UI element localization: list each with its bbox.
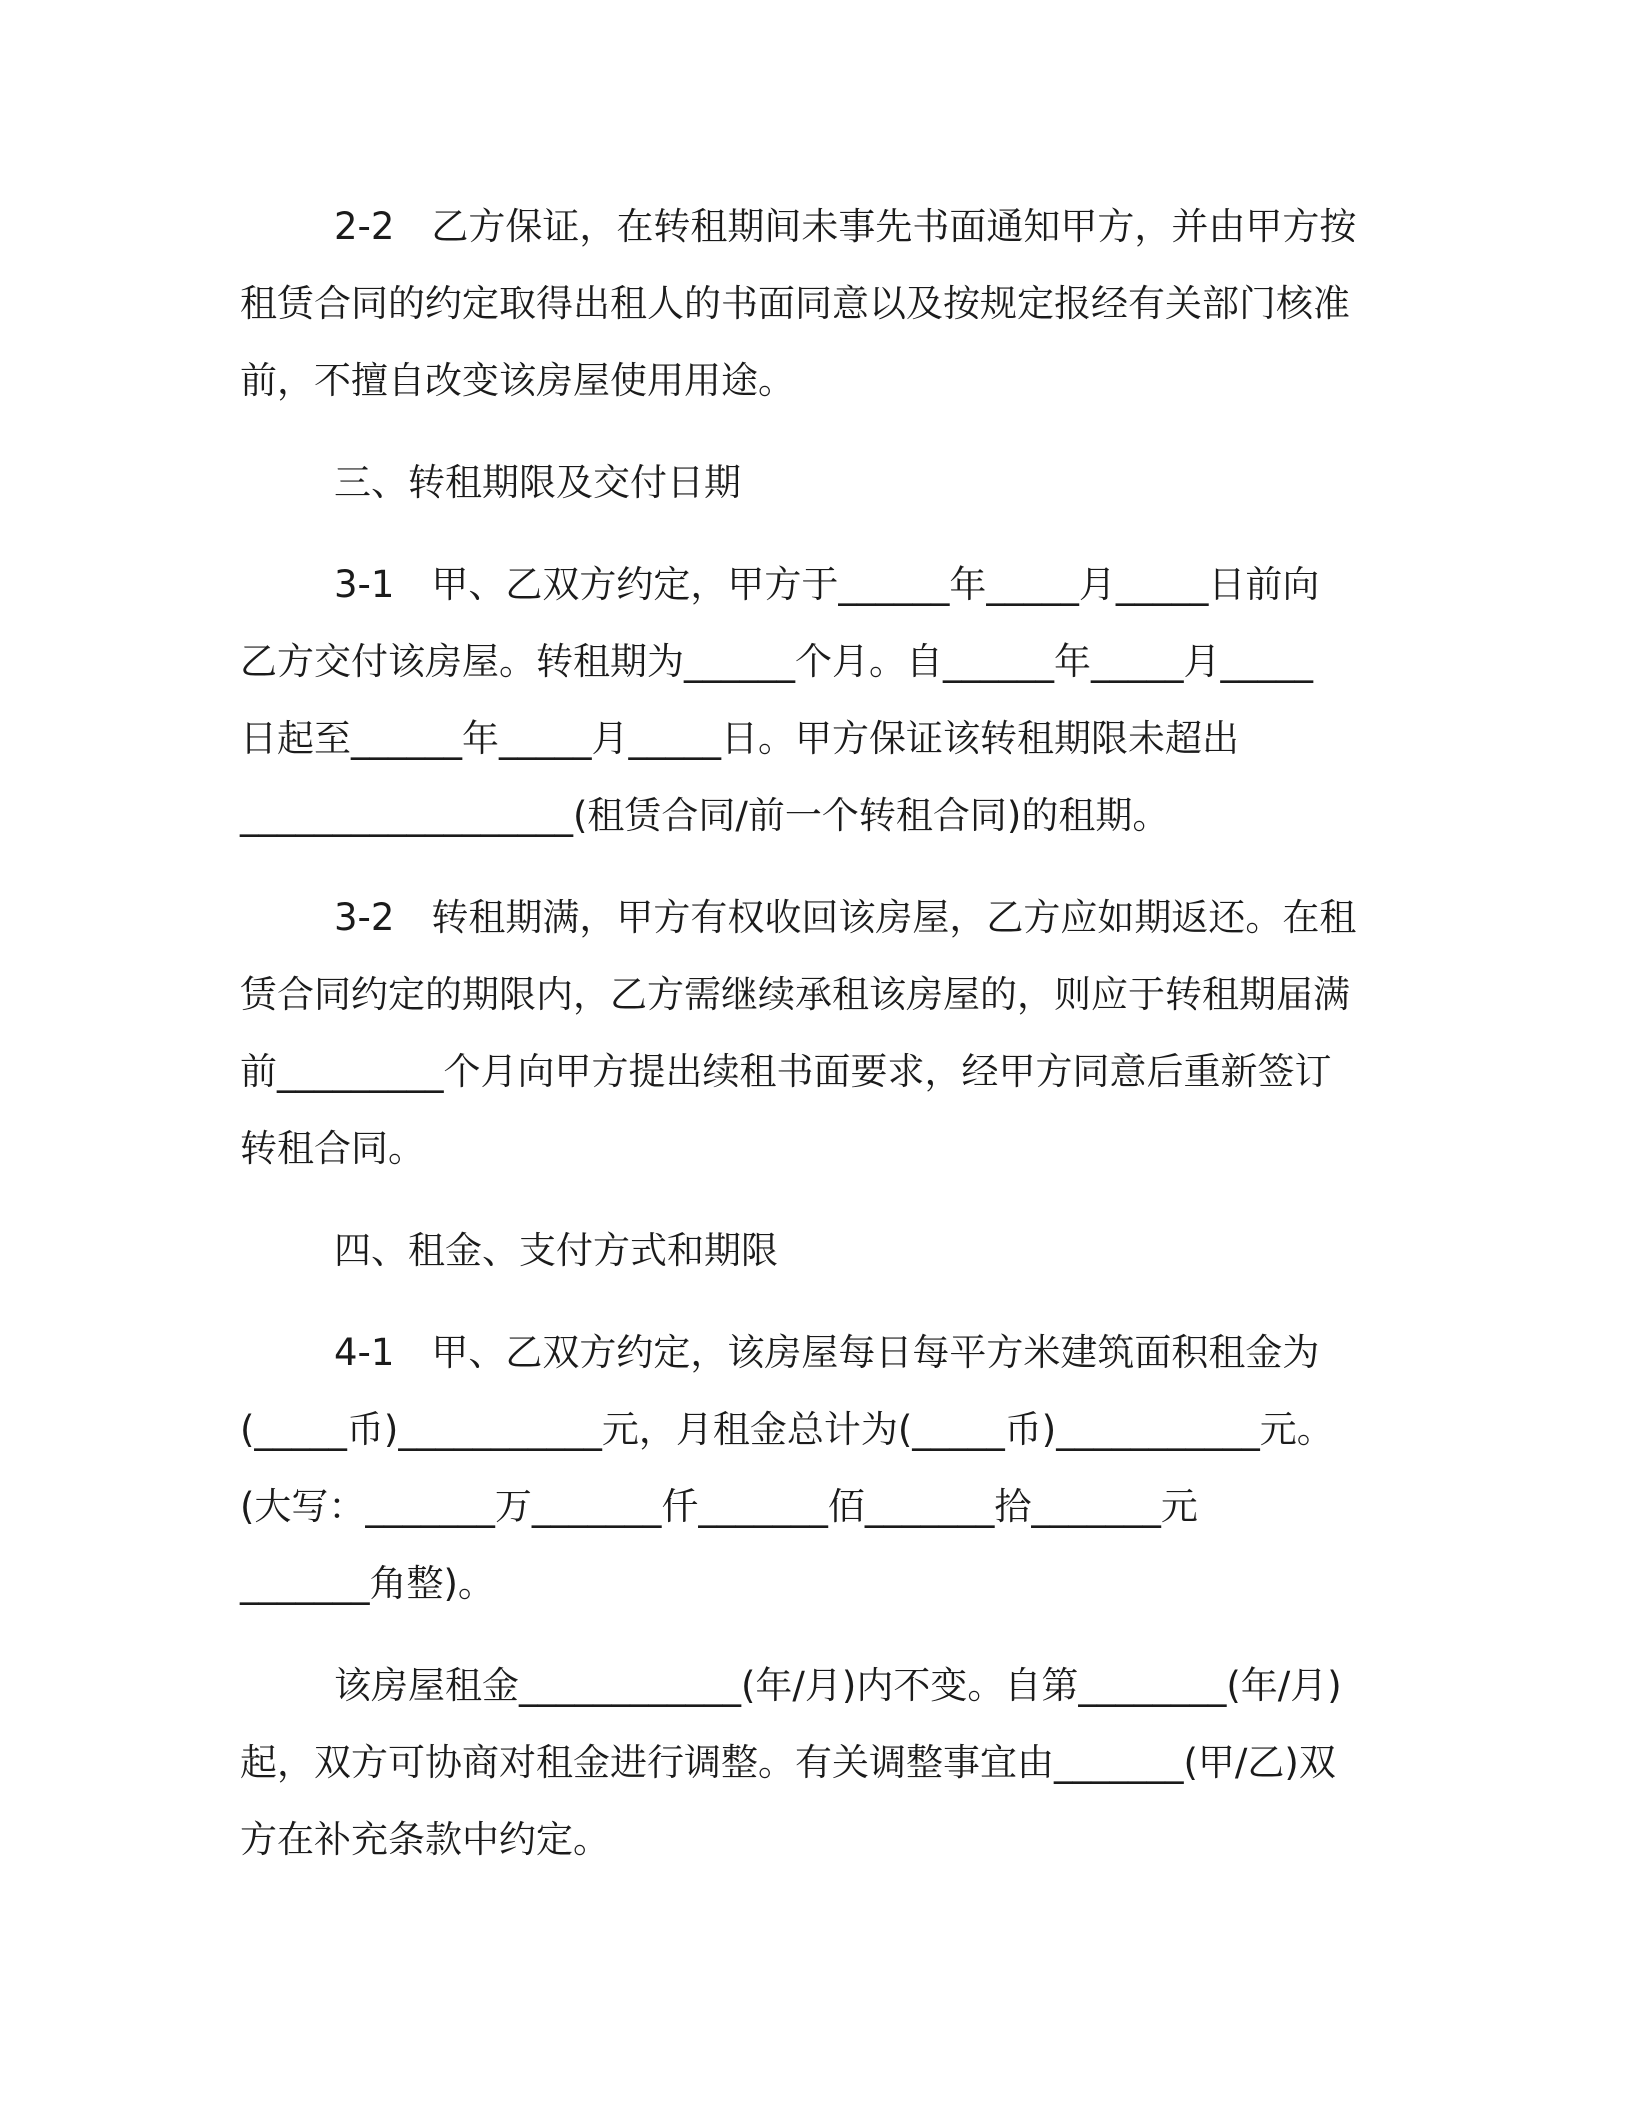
paragraph-line: 2-2 乙方保证，在转租期间未事先书面通知甲方，并由甲方按: [334, 205, 1357, 248]
paragraph-line: 起，双方可协商对租金进行调整。有关调整事宜由_______(甲/乙)双: [240, 1741, 1336, 1784]
paragraph-line: 赁合同约定的期限内，乙方需继续承租该房屋的，则应于转租期届满: [240, 973, 1350, 1016]
paragraph-line: 3-1 甲、乙双方约定，甲方于______年_____月_____日前向: [334, 563, 1320, 606]
clause-2-2: [240, 188, 1400, 419]
paragraph-line: 方在补充条款中约定。: [240, 1818, 610, 1861]
rent-adjustment-paragraph: [240, 1647, 1400, 1878]
paragraph-line: _______角整)。: [240, 1562, 495, 1605]
paragraph-line: 租赁合同的约定取得出租人的书面同意以及按规定报经有关部门核准: [240, 282, 1350, 325]
paragraph-line: (_____币)___________元，月租金总计为(_____币)___________元。: [240, 1408, 1334, 1451]
section-heading: 三、转租期限及交付日期: [334, 461, 741, 504]
section-heading-4: [240, 1212, 1400, 1289]
paragraph-line: __________________(租赁合同/前一个转租合同)的租期。: [240, 794, 1170, 837]
paragraph-line: 前，不擅自改变该房屋使用用途。: [240, 359, 795, 402]
section-heading-3: [240, 444, 1400, 521]
paragraph-line: 乙方交付该房屋。转租期为______个月。自______年_____月_____: [240, 640, 1313, 683]
clause-3-1: [240, 546, 1400, 854]
paragraph-line: 该房屋租金____________(年/月)内不变。自第________(年/月): [334, 1664, 1342, 1707]
document-page: [240, 188, 1400, 1878]
paragraph-line: 转租合同。: [240, 1127, 425, 1170]
paragraph-line: (大写：_______万_______仟_______佰_______拾_______元: [240, 1485, 1198, 1528]
section-heading: 四、租金、支付方式和期限: [334, 1229, 778, 1272]
clause-3-2: [240, 879, 1400, 1187]
clause-4-1: [240, 1314, 1400, 1622]
paragraph-line: 日起至______年_____月_____日。甲方保证该转租期限未超出: [240, 717, 1239, 760]
paragraph-line: 3-2 转租期满，甲方有权收回该房屋，乙方应如期返还。在租: [334, 896, 1357, 939]
paragraph-line: 前_________个月向甲方提出续租书面要求，经甲方同意后重新签订: [240, 1050, 1332, 1093]
paragraph-line: 4-1 甲、乙双方约定，该房屋每日每平方米建筑面积租金为: [334, 1331, 1320, 1374]
